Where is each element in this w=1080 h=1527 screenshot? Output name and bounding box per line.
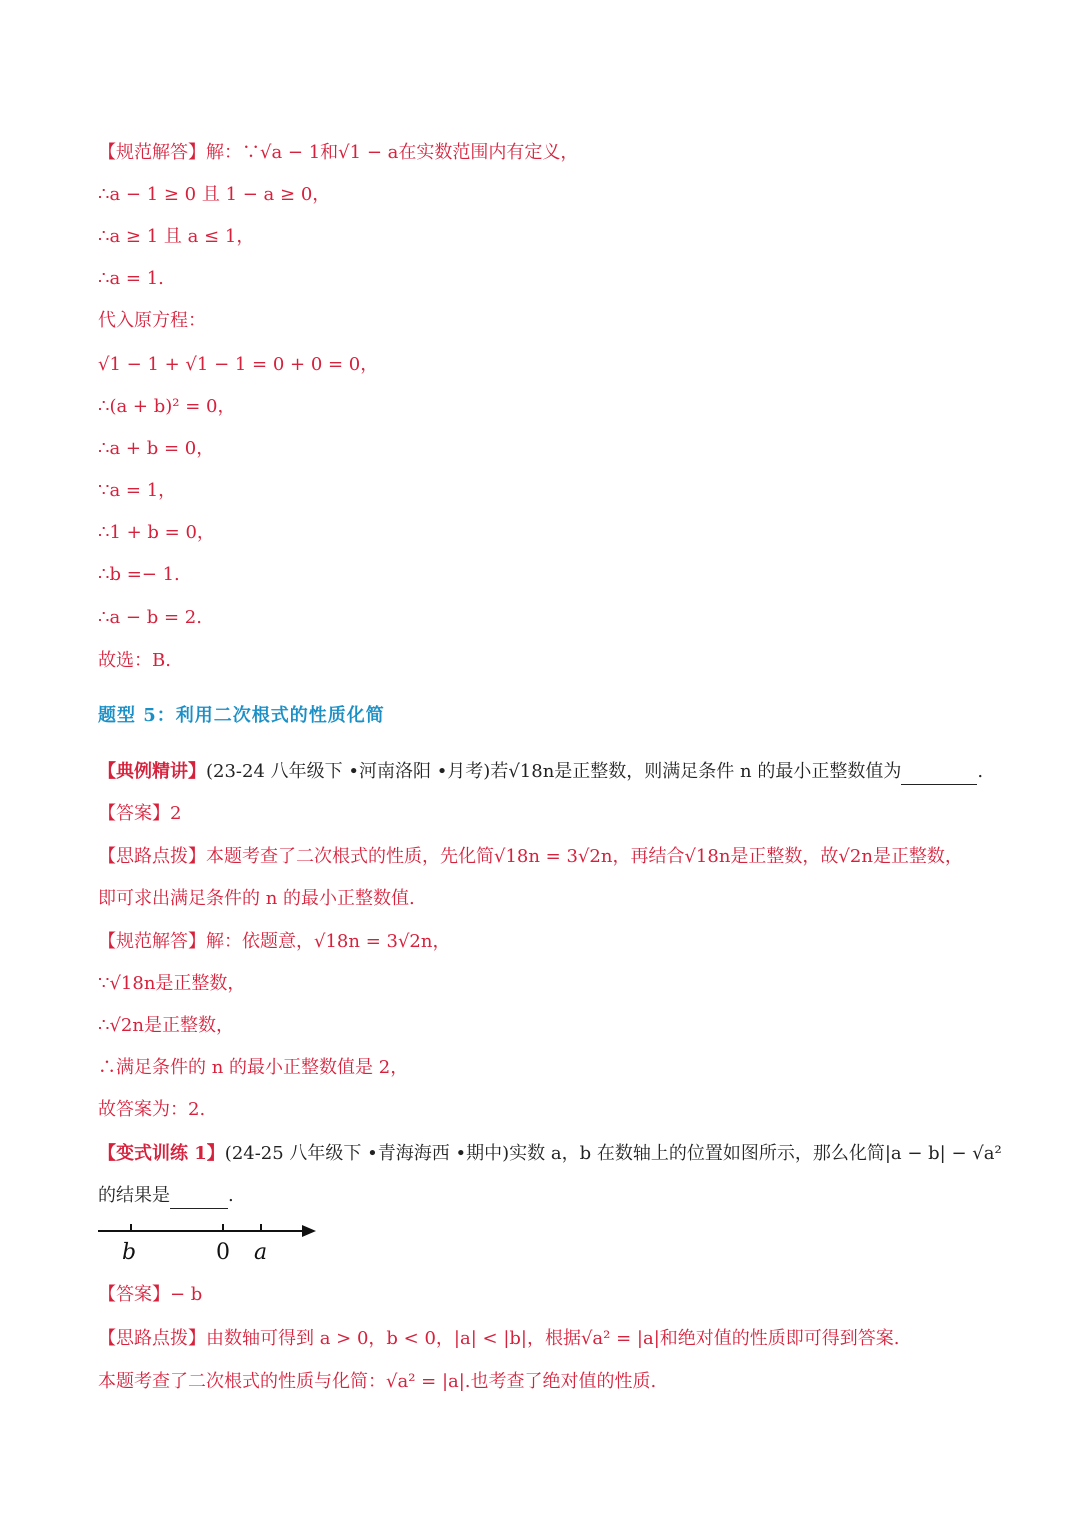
solution-line: ∴a + b = 0， (98, 438, 215, 459)
variant-question-2 (98, 1183, 234, 1209)
solution-line: ∴a ≥ 1 且 a ≤ 1， (98, 226, 255, 247)
answer-blank (170, 1190, 228, 1209)
solution2-line (98, 929, 450, 955)
solution-text: 解：依题意，√18n = 3√2n， (206, 931, 451, 952)
variant-end: . (228, 1185, 234, 1206)
section-heading: 题型 5：利用二次根式的性质化简 (98, 705, 385, 726)
solution-line: √1 − 1 + √1 − 1 = 0 + 0 = 0， (98, 354, 379, 375)
hint-line (98, 844, 963, 870)
solution-line: ∴a − b = 2. (98, 607, 202, 628)
example-question (98, 759, 983, 785)
example-tag: 【典例精讲】 (98, 761, 206, 782)
solution-line: ∴1 + b = 0， (98, 522, 215, 543)
solution-line: 故选：B. (98, 650, 171, 671)
solution-line: ∴a = 1. (98, 268, 164, 289)
answer2-line (98, 1282, 202, 1308)
answer-line (98, 801, 181, 827)
hint2-line (98, 1326, 900, 1352)
hint-text: 本题考查了二次根式的性质，先化简√18n = 3√2n，再结合√18n是正整数，故√2n是正整数， (206, 846, 963, 867)
solution2-line: ∵√18n是正整数， (98, 973, 246, 994)
hint-text: 由数轴可得到 a > 0，b < 0，|a| < |b|，根据√a² = |a|和绝对值的性质即可得到答案. (206, 1328, 900, 1349)
hint-line-2: 即可求出满足条件的 n 的最小正整数值. (98, 888, 415, 909)
hint2-line-2: 本题考查了二次根式的性质与化简：√a² = |a|.也考查了绝对值的性质. (98, 1371, 657, 1392)
answer-value: 2 (170, 803, 182, 824)
variant-text: (24-25 八年级下 •青海海西 •期中)实数 a，b 在数轴上的位置如图所示，那么化简|a − b| − √a² (224, 1143, 1002, 1164)
variant-text-2: 的结果是 (98, 1185, 170, 1206)
solution2-line: ∴满足条件的 n 的最小正整数值是 2， (98, 1057, 409, 1078)
solution-line: ∴a − 1 ≥ 0 且 1 − a ≥ 0， (98, 184, 331, 205)
variant-tag: 【变式训练 1】 (98, 1143, 225, 1164)
hint-tag: 【思路点拨】 (98, 846, 206, 867)
label-a: a (254, 1240, 268, 1265)
label-zero: 0 (216, 1240, 230, 1265)
answer-blank (901, 766, 977, 785)
answer-tag: 【答案】 (98, 803, 170, 824)
example-end: . (977, 761, 984, 782)
solution2-line: ∴√2n是正整数， (98, 1015, 234, 1036)
solution-line: 【规范解答】解：∵√a − 1和√1 − a在实数范围内有定义， (98, 142, 579, 163)
answer-value: − b (170, 1284, 203, 1305)
solution-line: 代入原方程： (98, 310, 206, 331)
hint-tag: 【思路点拨】 (98, 1328, 206, 1349)
label-b: b (122, 1240, 137, 1265)
solution-line: ∴b =− 1. (98, 564, 180, 585)
number-line-figure (94, 1215, 324, 1267)
solution-line: ∵a = 1， (98, 480, 177, 501)
number-line-arrow (302, 1225, 316, 1237)
solution-line: ∴(a + b)² = 0， (98, 396, 236, 417)
answer-tag: 【答案】 (98, 1284, 170, 1305)
solution-tag: 【规范解答】 (98, 931, 206, 952)
example-text: (23-24 八年级下 •河南洛阳 •月考)若√18n是正整数，则满足条件 n 的最小正整数值为 (206, 761, 902, 782)
variant-question (98, 1141, 1002, 1167)
solution2-line: 故答案为：2. (98, 1099, 206, 1120)
